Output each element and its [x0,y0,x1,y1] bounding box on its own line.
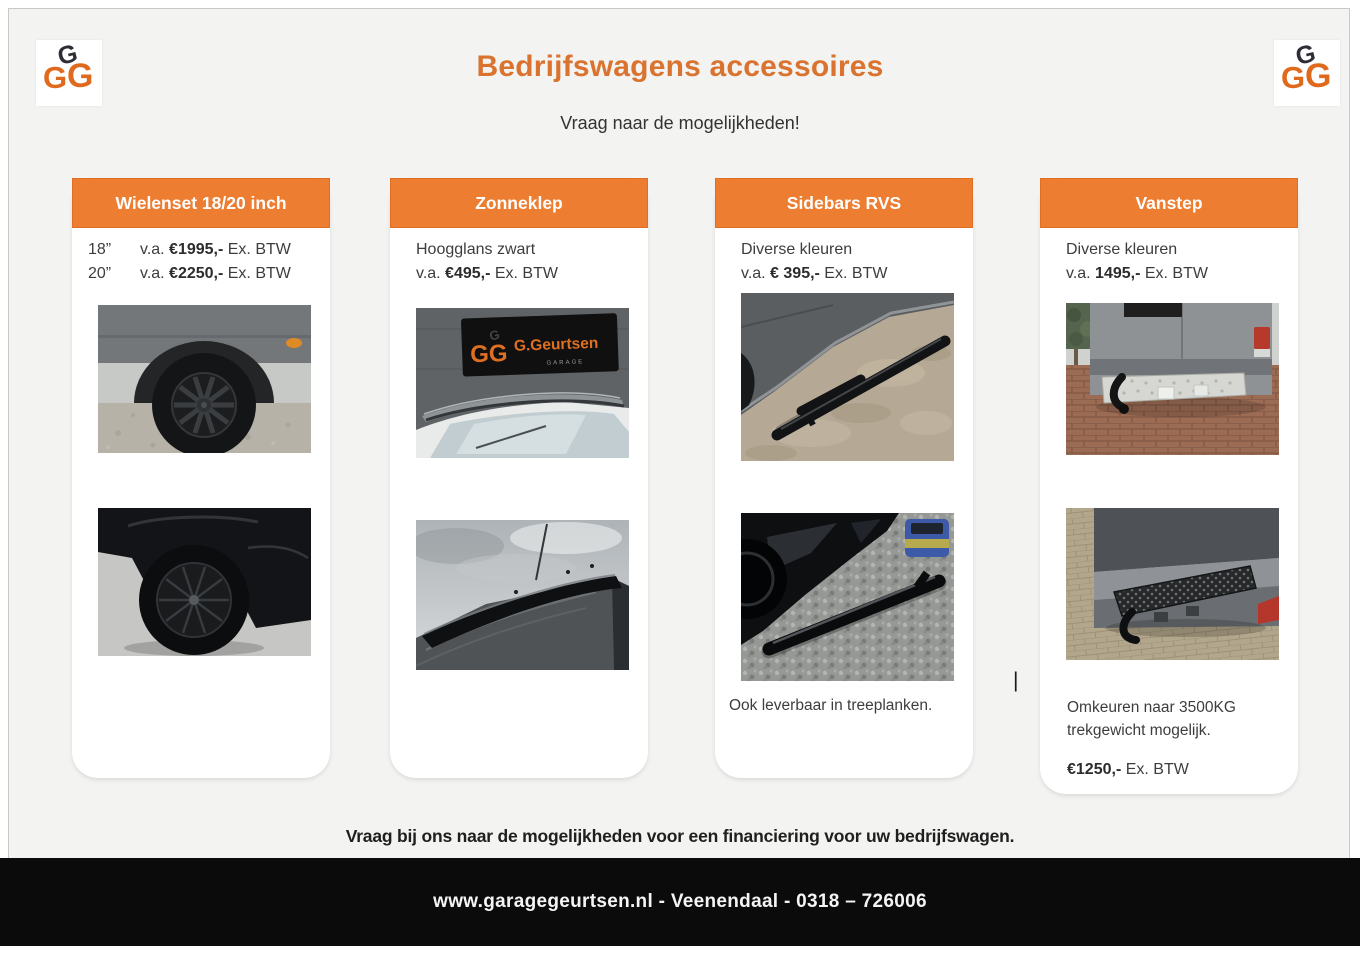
svg-text:G: G [487,326,502,344]
text-cursor-artifact: | [1013,669,1019,692]
garage-sign [461,313,619,376]
price-value: €2250,- [169,265,224,282]
price-row-secondary [1067,758,1189,782]
wheel-size-label: 20” [88,265,112,282]
card-vanstep-header: Vanstep [1040,178,1298,228]
logo-letter-orange-2: G [67,57,94,95]
page-title: Bedrijfswagens accessoires [476,50,884,83]
price-value: 1495,- [1095,265,1141,282]
logo-letter-dark: G [1292,39,1319,71]
price-prefix: v.a. [741,265,771,282]
photo-vanstep-aluminium [1066,303,1279,455]
price-suffix: Ex. BTW [1121,761,1189,778]
price-prefix: v.a. [416,265,446,282]
logo-letter-orange-1: G [43,60,68,95]
price-row [741,262,887,286]
photo-visor-garage-sign [416,308,629,458]
price-suffix: Ex. BTW [223,241,291,258]
vanstep-caption-line1: Omkeuren naar 3500KG [1067,699,1236,716]
product-description: Diverse kleuren [1066,241,1178,258]
logo-letter-dark: G [54,39,81,71]
price-suffix: Ex. BTW [490,265,558,282]
price-prefix: v.a. [1066,265,1096,282]
financing-note: Vraag bij ons naar de mogelijkheden voor een financiering voor uw bedrijfswagen. [345,826,1015,846]
svg-text:GG: GG [469,340,508,369]
price-suffix: Ex. BTW [223,265,291,282]
card-sidebars [715,178,973,778]
logo-letter-orange-2: G [1305,57,1332,95]
svg-text:G.Geurtsen: G.Geurtsen [513,334,599,355]
card-zonneklep [390,178,648,778]
price-row-20inch [88,262,291,286]
footer-contact-bar [0,858,1360,946]
page-subtitle: Vraag naar de mogelijkheden! [560,113,800,133]
price-row [416,262,558,286]
card-sidebars-header: Sidebars RVS [715,178,973,228]
card-zonneklep-header: Zonneklep [390,178,648,228]
logo-letter-orange-1: G [1281,60,1306,95]
svg-text:GARAGE: GARAGE [546,359,585,367]
footer-contact-text: www.garagegeurtsen.nl - Veenendaal - 0318 – 726006 [433,891,927,912]
sidebars-caption: Ook leverbaar in treeplanken. [729,697,933,714]
price-value: € 395,- [770,265,820,282]
price-suffix: Ex. BTW [819,265,888,282]
card-wielenset-header: Wielenset 18/20 inch [72,178,330,228]
card-vanstep [1040,178,1298,794]
background-car [905,519,949,557]
photo-visor-sky [416,520,629,670]
price-value: €495,- [445,265,491,282]
card-wielenset [72,178,330,778]
product-description: Diverse kleuren [741,241,853,258]
price-row-18inch [88,238,291,262]
price-prefix: v.a. [140,265,170,282]
wheel-size-label: 18” [88,241,112,258]
vanstep-caption-line2: trekgewicht mogelijk. [1067,722,1211,739]
photo-vanstep-black [1066,508,1279,660]
product-description: Hoogglans zwart [416,241,536,258]
price-suffix: Ex. BTW [1140,265,1208,282]
price-value: €1995,- [169,241,224,258]
price-value: €1250,- [1067,761,1122,778]
price-row [1066,262,1208,286]
photo-sidebar-grey-van [741,293,954,461]
vanstep-caption [1067,696,1236,742]
photo-wheel-silver-van [98,305,311,453]
photo-wheel-black-car [98,508,311,656]
price-prefix: v.a. [140,241,170,258]
photo-sidebar-black-van [741,513,954,681]
